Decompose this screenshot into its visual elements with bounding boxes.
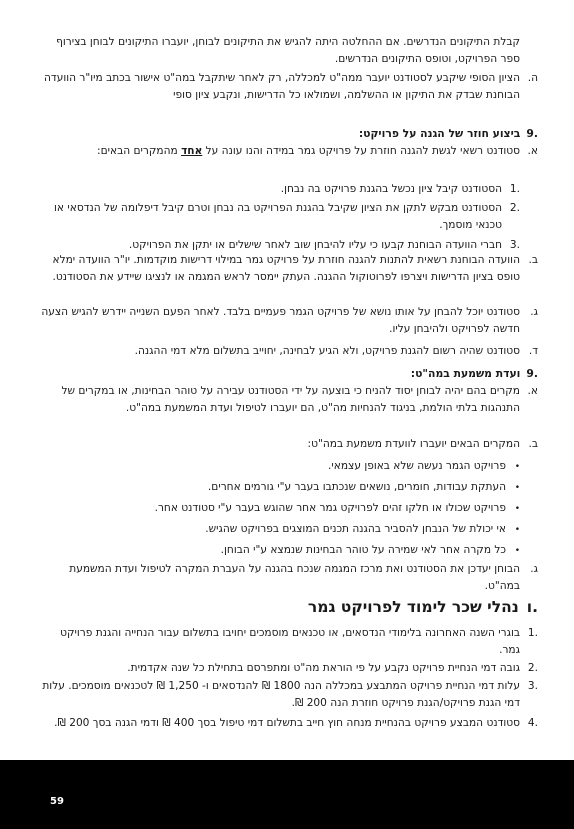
- paragraph-continuation: [40, 34, 538, 67]
- bullet-text: פרויקט הגמר נעשה שלא באופן עצמאי.: [328, 460, 506, 472]
- list-item: [40, 678, 538, 711]
- item-text: [40, 143, 520, 160]
- list-item: [40, 660, 538, 677]
- item-text: סטודנט יוכל להבחן על אותו נושא של פרויקט הגמר פעמיים בלבד. לאחר הפעם השנייה יידרש להגיש הצעה חדשה לפרויקט ולהיבחן עליו.: [41, 306, 520, 335]
- item-marker: א.: [527, 145, 538, 157]
- text-part: מהמקרים הבאים:: [97, 145, 178, 157]
- list-text: גובה דמי הנחיית פרויקט נקבע על פי הוראת מה"ט ומתפרסם בתחילת כל שנה אקדמית.: [127, 662, 520, 674]
- list-text: הסטודנט מבקש לתקן את הציון שקיבל בהגנת הפרויקט בה נבחן וטרם קיבל דיפלומה של הנדסאי או טכנאי מוסמך.: [54, 202, 502, 231]
- item-text: הציון הסופי שיקבע לסטודנט יועבר ממה"ט למכללה, רק לאחר שיתקבל במה"ט אישור בכתב מיו"ר הוועדה הבוחנת שבדק את התיקון או ההשלמה, ושמולאו כל הדרישות, ונקבע ציון סופי: [44, 72, 520, 101]
- item-text: הוועדה הבוחנת רשאית להתנות להגנה חוזרת על פרויקט גמר במילוי דרישות מוקדמות. יו"ר הוועדה ימלא טופס בציון הדרישות ויצרפו לפרוטוקול ההגנה. העתק יימסר לראש המגמה או לנציגו שיידע את הסטודנט.: [52, 254, 520, 283]
- item-b: [40, 436, 538, 453]
- list-marker: .3: [509, 239, 520, 251]
- list-marker: .2: [527, 662, 538, 674]
- item-marker: ה.: [527, 72, 538, 84]
- item-b: [40, 252, 538, 285]
- section-number: .9: [526, 127, 538, 140]
- bullet-text: פרויקט שכולו או חלקו זהים לפרויקט גמר אחר שהוגש בעבר ע"י סטודנט אחר.: [154, 502, 506, 514]
- underlined-word: אחד: [181, 145, 203, 157]
- bullet-item: [40, 458, 520, 475]
- list-text: הסטודנט קיבל ציון נכשל בהגנת פרויקט בה נבחן.: [280, 183, 502, 195]
- item-marker: ב.: [528, 254, 538, 266]
- item-c: [40, 304, 538, 337]
- item-marker: ד.: [528, 345, 538, 357]
- section-title: ביצוע חוזר של הגנה על פרויקט:: [358, 127, 521, 140]
- bullet-text: העתקת עבודות, חומרים, נושאים שנכתבו בעבר ע"י גורמים אחרים.: [207, 481, 506, 493]
- list-text: סטודנט המבצע פרויקט בהנחיית מנחה חוץ חייב בתשלום דמי טיפול בסך 400 ₪ ודמי הגנה בסך 200 ₪.: [54, 717, 520, 729]
- item-a: [40, 383, 538, 416]
- list-marker: .1: [527, 627, 538, 639]
- page-number: 59: [50, 796, 64, 807]
- section-heading-repeat-defense: [359, 127, 538, 140]
- bullet-icon: •: [514, 462, 520, 472]
- list-marker: .1: [509, 183, 520, 195]
- item-text: מקרים בהם יהיה לבוחן יסוד להניח כי בוצעה על ידי הסטודנט עבירה על טוהר הבחינות, או במקרים של התנהגות בלתי הולמת, בניגוד להנחיות מה"ט, הם יועברו לטיפול ועדת המשמעת במה"ט.: [61, 385, 520, 414]
- bullet-icon: •: [514, 504, 520, 514]
- item-h: [40, 70, 538, 103]
- item-marker: ג.: [530, 306, 538, 318]
- item-marker: א.: [527, 385, 538, 397]
- item-d: [40, 343, 538, 360]
- list-text: חברי הוועדה הבוחנת קבעו כי עליו להיבחן שוב לאחר שישלים או יתקן את הפרויקט.: [128, 239, 502, 251]
- item-marker: ב.: [528, 438, 538, 450]
- section-heading-fees: [308, 598, 538, 616]
- item-a: [40, 143, 538, 160]
- bullet-icon: •: [514, 483, 520, 493]
- bullet-text: כל מקרה אחר לאי שמירה על טוהר הבחינות שנמצא ע"י הבוחן.: [220, 544, 506, 556]
- item-marker: ג.: [530, 563, 538, 575]
- list-text: בוגרי השנה האחרונה בלימודי הנדסאים, או טכנאים מוסמכים יחויבו בתשלום עבור הנחייה והגנת פרויקט גמר.: [60, 627, 520, 656]
- bullet-icon: •: [514, 525, 520, 535]
- list-marker: .2: [509, 202, 520, 214]
- section-title: ועדת משמעת במה"ט:: [410, 367, 521, 380]
- bullet-icon: •: [514, 546, 520, 556]
- bullet-item: [40, 521, 520, 538]
- text-part: סטודנט רשאי לגשת להגנה חוזרת על פרויקט גמר במידה והנו עונה על: [205, 145, 520, 157]
- section-number: .9: [526, 367, 538, 380]
- list-marker: .4: [527, 717, 538, 729]
- list-item: [40, 181, 520, 198]
- list-item: [40, 200, 520, 233]
- list-text: עלות דמי הנחיית פרויקט המתבצע במכללה הנה 1800 ₪ להנדסאים ו- 1,250 ₪ לטכנאים מוסמכים. עלות דמי הגנת פרויקט/הגנת פרויקט חוזרת הנה 200 ₪.: [42, 680, 520, 709]
- bullet-item: [40, 479, 520, 496]
- item-text: הבוחן יעדכן את הסטודנט ואת מרכז המגמה שנכח בהגנה על העברת המקרה לטיפול ועדת המשמעת במה"ט.: [69, 563, 520, 592]
- item-c: [40, 561, 538, 594]
- page-footer: [0, 760, 574, 829]
- list-marker: .3: [527, 680, 538, 692]
- bullet-text: אי יכולת של הנבחן להסביר בהגנה תכנים המוצגים בפרויקט שהגיש.: [205, 523, 506, 535]
- bullet-item: [40, 542, 520, 559]
- paragraph-text: קבלת התיקונים הנדרשים. אם ההחלטה היתה להגיש את התיקונים לבוחן, יועברו התיקונים לבוחן בצירוף ספר הפרויקט, וטופס התיקונים הנדרשים.: [56, 36, 520, 65]
- bullet-item: [40, 500, 520, 517]
- item-text: המקרים הבאים יועברו לוועדת משמעת במה"ט:: [307, 438, 520, 450]
- list-item: [40, 625, 538, 658]
- item-text: סטודנט שהיה רשום להגנת פרויקט, ולא הגיע לבחינה, יחוייב בתשלום מלא דמי ההגנה.: [134, 345, 520, 357]
- list-item: [40, 715, 538, 732]
- section-title: נהלי שכר לימוד לפרויקט גמר: [307, 598, 519, 616]
- section-heading-discipline: [411, 367, 538, 380]
- section-number: .ו: [526, 598, 538, 616]
